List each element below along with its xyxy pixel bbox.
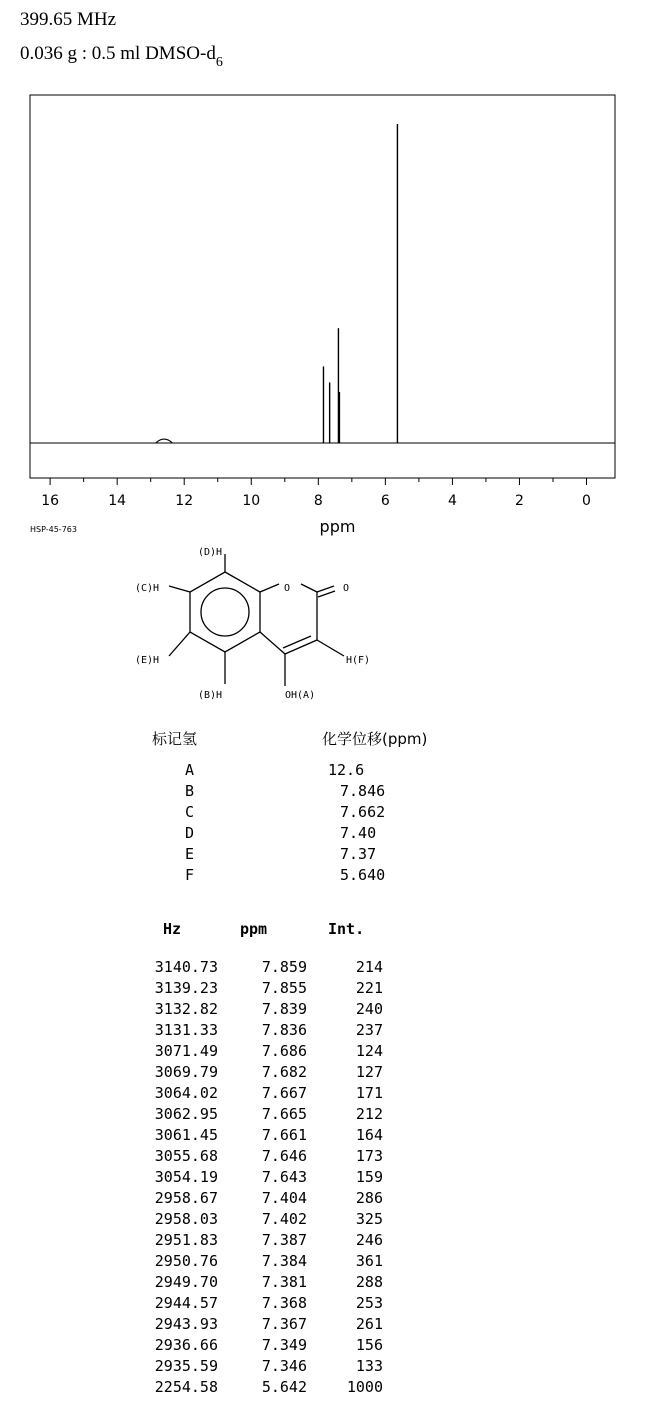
peak-int: 214 bbox=[355, 958, 383, 976]
x-tick-label: 0 bbox=[582, 493, 591, 509]
x-tick-label: 10 bbox=[242, 493, 261, 509]
bond-c6-h bbox=[169, 632, 190, 656]
peak-ppm: 7.368 bbox=[261, 1294, 307, 1312]
peak-hz: 2936.66 bbox=[154, 1336, 218, 1354]
peak-int: 240 bbox=[355, 1000, 383, 1018]
peak-int: 171 bbox=[355, 1084, 383, 1102]
peak-row bbox=[0, 1212, 420, 1233]
peak-int: 253 bbox=[355, 1294, 383, 1312]
peak-hz: 3069.79 bbox=[154, 1063, 218, 1081]
peak-ppm: 7.686 bbox=[261, 1042, 307, 1060]
x-axis-label: ppm bbox=[319, 517, 356, 536]
peak-row bbox=[0, 1044, 420, 1065]
peak-ppm: 7.384 bbox=[261, 1252, 307, 1270]
label-ring-o: O bbox=[284, 583, 291, 594]
peak-ppm: 7.367 bbox=[261, 1315, 307, 1333]
peak-hz: 2254.58 bbox=[154, 1378, 218, 1396]
sample-text: 0.036 g : 0.5 ml DMSO-d bbox=[20, 43, 216, 64]
bond-c3-h bbox=[317, 640, 344, 656]
peak-row bbox=[0, 1359, 420, 1380]
peak-hz: 2958.03 bbox=[154, 1210, 218, 1228]
assignment-shift: 12.6 bbox=[328, 761, 365, 779]
nmr-spectrum-chart bbox=[0, 0, 652, 540]
peak-row bbox=[0, 1380, 420, 1401]
assignment-label: F bbox=[185, 866, 195, 884]
bond-c2-carbonyl-b bbox=[318, 591, 335, 597]
assignment-label: E bbox=[185, 845, 195, 863]
bond-c4-c4a bbox=[260, 632, 285, 654]
assignment-shift: 7.40 bbox=[340, 824, 377, 842]
peak-int: 1000 bbox=[346, 1378, 383, 1396]
x-tick-label: 2 bbox=[514, 493, 524, 509]
bond-c7-h bbox=[169, 586, 190, 592]
assignment-label-header: 标记氢 bbox=[152, 730, 198, 748]
peak-int: 261 bbox=[355, 1315, 383, 1333]
assignment-shift: 7.37 bbox=[340, 845, 377, 863]
peak-int: 156 bbox=[355, 1336, 383, 1354]
peak-ppm: 5.642 bbox=[261, 1378, 307, 1396]
label-e: (E)H bbox=[135, 655, 160, 666]
assignment-shift-header: 化学位移(ppm) bbox=[322, 730, 428, 748]
peak-row bbox=[0, 1023, 420, 1044]
peak-hz: 2951.83 bbox=[154, 1231, 218, 1249]
peak-hz: 2949.70 bbox=[154, 1273, 218, 1291]
peak-row bbox=[0, 1065, 420, 1086]
peak-int: 212 bbox=[355, 1105, 383, 1123]
frequency-label: 399.65 MHz bbox=[20, 9, 117, 30]
aromatic-circle bbox=[201, 588, 249, 636]
label-d: (D)H bbox=[198, 547, 223, 558]
peak-ppm: 7.665 bbox=[261, 1105, 307, 1123]
assignment-label: A bbox=[185, 761, 195, 779]
bond-c3-c4-inner bbox=[283, 636, 311, 648]
peak-row bbox=[0, 1107, 420, 1128]
peak-int: 288 bbox=[355, 1273, 383, 1291]
peak-int: 237 bbox=[355, 1021, 383, 1039]
peak-ppm: 7.643 bbox=[261, 1168, 307, 1186]
peak-ppm: 7.667 bbox=[261, 1084, 307, 1102]
peak-row bbox=[0, 1296, 420, 1317]
peak-ppm: 7.682 bbox=[261, 1063, 307, 1081]
molecule-structure bbox=[125, 540, 385, 705]
peak-int: 133 bbox=[355, 1357, 383, 1375]
bond-c2-carbonyl-a bbox=[317, 586, 334, 592]
peak-hz: 3061.45 bbox=[154, 1126, 218, 1144]
peak-hz: 3071.49 bbox=[154, 1042, 218, 1060]
peak-hz: 2958.67 bbox=[154, 1189, 218, 1207]
peak-ppm: 7.349 bbox=[261, 1336, 307, 1354]
peak-header-ppm: ppm bbox=[240, 920, 268, 938]
x-tick-label: 12 bbox=[175, 493, 194, 509]
peak-header-hz: Hz bbox=[163, 920, 182, 938]
peak-row bbox=[0, 1170, 420, 1191]
peak-ppm: 7.859 bbox=[261, 958, 307, 976]
peak-hz: 3064.02 bbox=[154, 1084, 218, 1102]
peak-int: 127 bbox=[355, 1063, 383, 1081]
assignment-shift: 7.662 bbox=[340, 803, 386, 821]
peak-row bbox=[0, 981, 420, 1002]
x-tick-label: 4 bbox=[447, 493, 457, 509]
peak-hz: 3055.68 bbox=[154, 1147, 218, 1165]
plot-frame bbox=[30, 95, 615, 478]
peak-hz: 3062.95 bbox=[154, 1105, 218, 1123]
sample-subscript: 6 bbox=[215, 55, 223, 70]
peak-row bbox=[0, 1338, 420, 1359]
peak-ppm: 7.387 bbox=[261, 1231, 307, 1249]
broad-peak bbox=[156, 439, 173, 443]
label-f: H(F) bbox=[346, 655, 371, 666]
peak-hz: 2935.59 bbox=[154, 1357, 218, 1375]
peak-int: 325 bbox=[355, 1210, 383, 1228]
peak-ppm: 7.836 bbox=[261, 1021, 307, 1039]
peak-hz: 2943.93 bbox=[154, 1315, 218, 1333]
peak-row bbox=[0, 1086, 420, 1107]
peak-int: 246 bbox=[355, 1231, 383, 1249]
assignment-label: B bbox=[185, 782, 195, 800]
peak-ppm: 7.381 bbox=[261, 1273, 307, 1291]
x-tick-label: 8 bbox=[313, 493, 323, 509]
x-tick-label: 16 bbox=[41, 493, 60, 509]
assignment-shift: 5.640 bbox=[340, 866, 386, 884]
spectrum-code: HSP-45-763 bbox=[30, 525, 77, 534]
peak-ppm: 7.839 bbox=[261, 1000, 307, 1018]
bond-c3-c4 bbox=[285, 640, 317, 654]
peak-row bbox=[0, 1128, 420, 1149]
peak-ppm: 7.661 bbox=[261, 1126, 307, 1144]
peak-hz: 2944.57 bbox=[154, 1294, 218, 1312]
label-carbonyl-o: O bbox=[343, 583, 350, 594]
peak-int: 286 bbox=[355, 1189, 383, 1207]
assignment-label: C bbox=[185, 803, 195, 821]
bond-c8a-o1 bbox=[260, 584, 279, 592]
peak-int: 173 bbox=[355, 1147, 383, 1165]
peak-row bbox=[0, 1002, 420, 1023]
peak-row bbox=[0, 1149, 420, 1170]
peak-ppm: 7.855 bbox=[261, 979, 307, 997]
peak-hz: 3054.19 bbox=[154, 1168, 218, 1186]
peak-int: 124 bbox=[355, 1042, 383, 1060]
peak-int: 221 bbox=[355, 979, 383, 997]
label-b: (B)H bbox=[198, 690, 223, 701]
peak-ppm: 7.402 bbox=[261, 1210, 307, 1228]
peak-int: 361 bbox=[355, 1252, 383, 1270]
peak-hz: 3139.23 bbox=[154, 979, 218, 997]
peak-row bbox=[0, 1317, 420, 1338]
peak-hz: 3131.33 bbox=[154, 1021, 218, 1039]
peak-row bbox=[0, 960, 420, 981]
bond-o1-c2 bbox=[301, 584, 317, 592]
peak-row bbox=[0, 1233, 420, 1254]
peak-hz: 3132.82 bbox=[154, 1000, 218, 1018]
peak-hz: 3140.73 bbox=[154, 958, 218, 976]
assignment-label: D bbox=[185, 824, 195, 842]
peak-int: 164 bbox=[355, 1126, 383, 1144]
assignment-shift: 7.846 bbox=[340, 782, 386, 800]
x-tick-label: 6 bbox=[380, 493, 390, 509]
peak-ppm: 7.346 bbox=[261, 1357, 307, 1375]
peak-row bbox=[0, 1191, 420, 1212]
label-c: (C)H bbox=[135, 583, 160, 594]
peak-hz: 2950.76 bbox=[154, 1252, 218, 1270]
label-a: OH(A) bbox=[285, 690, 316, 701]
peak-ppm: 7.646 bbox=[261, 1147, 307, 1165]
peak-row bbox=[0, 1275, 420, 1296]
peak-ppm: 7.404 bbox=[261, 1189, 307, 1207]
peak-int: 159 bbox=[355, 1168, 383, 1186]
peak-header-int: Int. bbox=[328, 920, 365, 938]
x-tick-label: 14 bbox=[108, 493, 127, 509]
peak-row bbox=[0, 1254, 420, 1275]
